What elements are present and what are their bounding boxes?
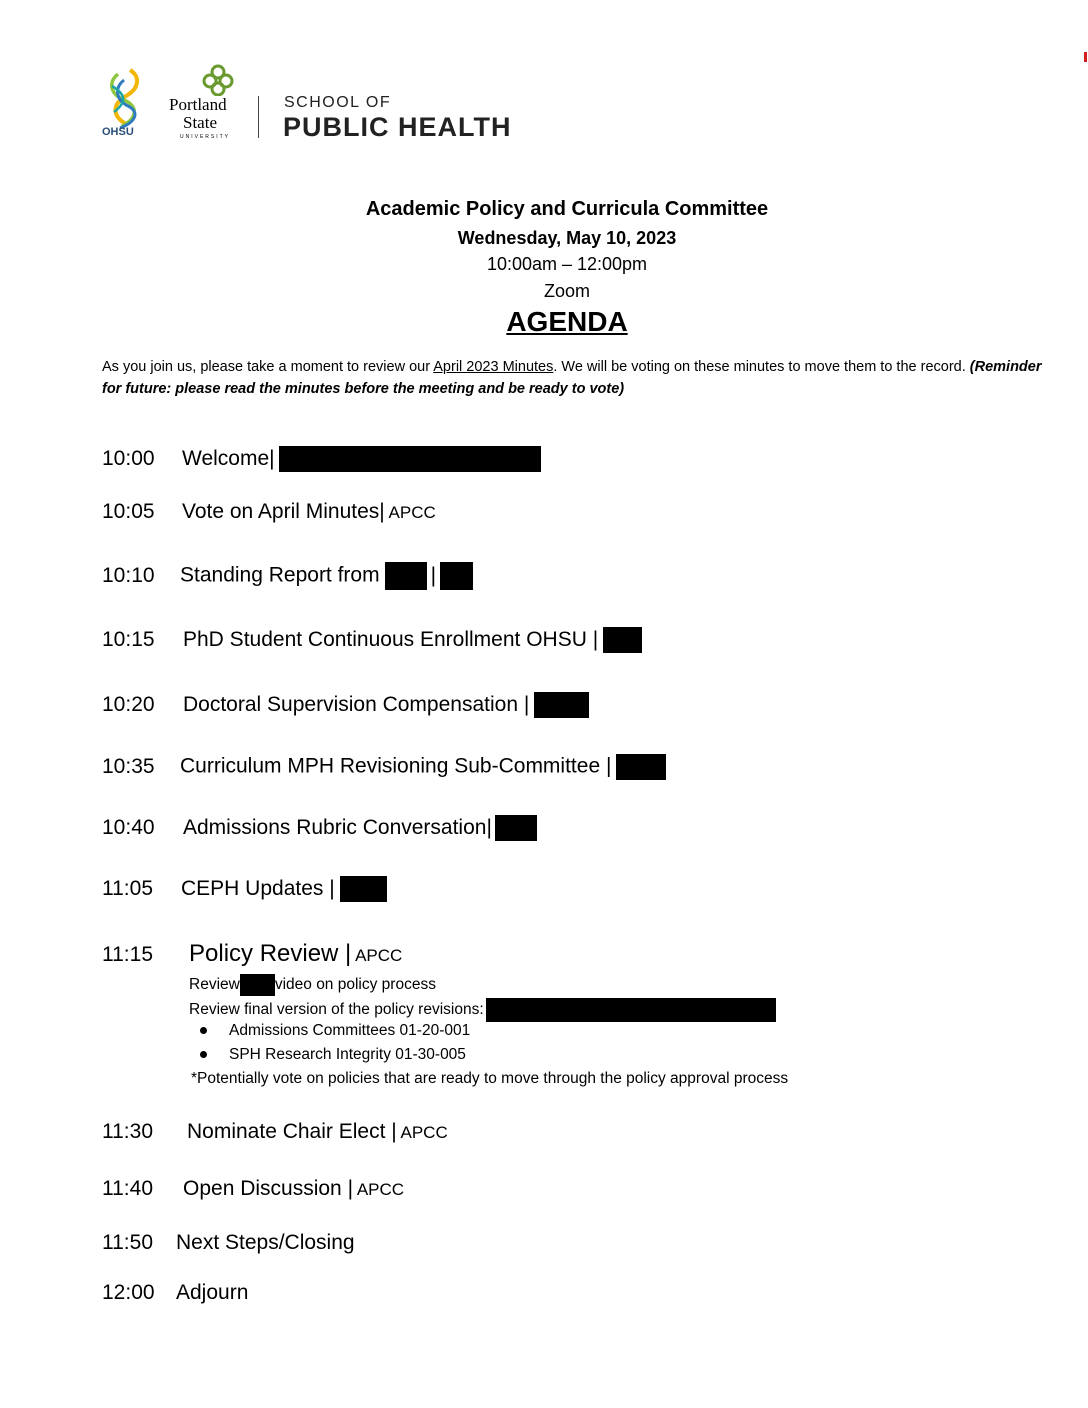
intro-text: As you join us, please take a moment to review our: [102, 359, 434, 375]
item-title: CEPH Updates |: [181, 876, 335, 900]
redaction-box: [486, 998, 776, 1022]
committee-title: Academic Policy and Curricula Committee: [365, 198, 769, 220]
item-time: 12:00: [102, 1281, 155, 1304]
psu-wordmark: [169, 96, 227, 132]
redaction-box: [240, 974, 275, 996]
item-title: Policy Review |: [189, 940, 352, 967]
item-time: 10:05: [102, 500, 155, 523]
redaction-box: [534, 692, 589, 718]
item-title: PhD Student Continuous Enrollment OHSU |: [183, 627, 599, 651]
agenda-item: [102, 1120, 448, 1144]
agenda-item: [102, 754, 666, 780]
item-title: Curriculum MPH Revisioning Sub-Committee |: [180, 754, 612, 778]
redaction-box: [340, 876, 387, 902]
bullet-dot: [200, 1027, 207, 1034]
redaction-box: [616, 754, 666, 780]
redaction-box: [495, 815, 537, 841]
intro-text-2: . We will be voting on these minutes to move them to the record.: [553, 359, 970, 375]
meeting-date: Wednesday, May 10, 2023: [457, 228, 677, 248]
psu-university: UNIVERSITY: [180, 134, 231, 140]
bullet-dot: [200, 1051, 207, 1058]
agenda-item: [102, 446, 541, 472]
agenda-item: [102, 692, 589, 718]
item-title: Nominate Chair Elect |: [187, 1120, 397, 1143]
redaction-box: [603, 627, 642, 653]
redaction-box: [279, 446, 541, 472]
policy-bullet: [200, 1046, 466, 1064]
april-minutes-link[interactable]: April 2023 Minutes: [433, 359, 554, 375]
item-time: 10:15: [102, 627, 155, 651]
item-time: 10:10: [102, 563, 155, 587]
policy-revisions-line: [189, 998, 776, 1022]
agenda-item: [102, 500, 436, 524]
logo-divider: [258, 96, 259, 138]
item-time: 10:00: [102, 446, 155, 470]
item-time: 10:35: [102, 754, 155, 778]
item-time: 11:15: [102, 943, 153, 966]
item-title: Adjourn: [176, 1281, 249, 1304]
policy-footnote: *Potentially vote on policies that are ready to move through the policy approval process: [191, 1070, 789, 1087]
bullet-text: Admissions Committees 01-20-001: [229, 1022, 471, 1039]
agenda-item: [102, 1231, 355, 1255]
agenda-item: [102, 1281, 248, 1305]
agenda-item: [102, 562, 473, 590]
item-time: 11:50: [102, 1231, 153, 1254]
item-title: Vote on April Minutes|: [182, 500, 385, 523]
public-health-label: PUBLIC HEALTH: [283, 112, 512, 142]
bullet-text: SPH Research Integrity 01-30-005: [229, 1046, 466, 1063]
redaction-box: [440, 562, 473, 590]
item-title: Admissions Rubric Conversation|: [183, 815, 492, 839]
intro-paragraph: [102, 356, 1042, 400]
item-time: 11:05: [102, 876, 153, 900]
item-time: 11:30: [102, 1120, 153, 1143]
policy-review-line: [189, 974, 436, 996]
school-of-label: SCHOOL OF: [284, 94, 392, 111]
item-title: Open Discussion |: [183, 1177, 354, 1200]
item-presenter: APCC: [353, 1180, 405, 1199]
item-title: Welcome|: [182, 446, 275, 470]
review-text: Review: [189, 976, 240, 994]
agenda-item: [102, 940, 402, 968]
psu-leaf-icon: [200, 64, 236, 96]
review-text-2: video on policy process: [274, 976, 436, 994]
item-title: Standing Report from: [180, 563, 380, 587]
page-edge-mark: [1084, 52, 1087, 62]
item-time: 11:40: [102, 1177, 153, 1200]
agenda-item: [102, 627, 642, 653]
item-title: Doctoral Supervision Compensation |: [183, 692, 530, 716]
policy-bullet: [200, 1022, 470, 1040]
meeting-time: 10:00am – 12:00pm: [486, 254, 648, 274]
psu-line2: State: [183, 113, 217, 132]
agenda-heading: AGENDA: [506, 306, 628, 337]
ohsu-wordmark: OHSU: [102, 126, 134, 138]
item-presenter: APCC: [396, 1123, 448, 1142]
item-time: 10:20: [102, 692, 155, 716]
meeting-location: Zoom: [543, 281, 590, 301]
reminder-note: (Reminder for future: please read the minutes before the meeting and be ready to vote): [102, 359, 1042, 397]
agenda-item: [102, 1177, 404, 1201]
item-time: 10:40: [102, 815, 155, 839]
revisions-text: Review final version of the policy revisions:: [189, 1001, 484, 1019]
agenda-item: [102, 815, 537, 841]
item-presenter: APCC: [384, 503, 436, 522]
redaction-box: [385, 562, 427, 590]
item-separator: |: [430, 563, 437, 587]
agenda-item: [102, 876, 387, 902]
psu-line1: Portland: [169, 95, 227, 114]
item-title: Next Steps/Closing: [176, 1231, 355, 1254]
item-presenter: APCC: [351, 946, 403, 965]
